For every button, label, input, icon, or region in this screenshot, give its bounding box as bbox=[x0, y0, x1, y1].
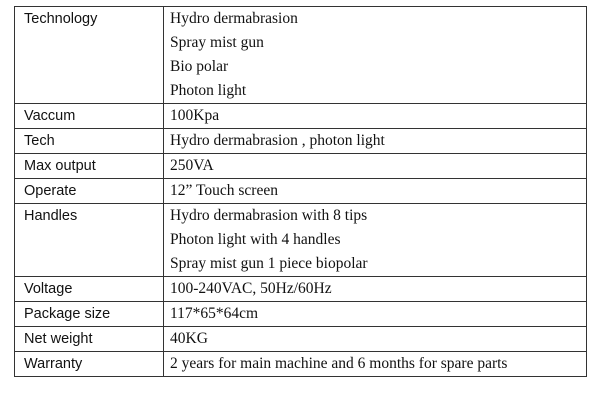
spec-label: Operate bbox=[15, 179, 164, 204]
spec-value-line: Spray mist gun 1 piece biopolar bbox=[170, 255, 368, 272]
spec-row-voltage bbox=[15, 277, 587, 302]
spec-row-max-output bbox=[15, 154, 587, 179]
spec-label: Voltage bbox=[15, 277, 164, 302]
specification-table bbox=[14, 6, 587, 377]
spec-value: 12” Touch screen bbox=[164, 179, 587, 204]
spec-value: Hydro dermabrasion , photon light bbox=[164, 129, 587, 154]
spec-label: Vaccum bbox=[15, 104, 164, 129]
spec-row-tech bbox=[15, 129, 587, 154]
spec-value-line: Hydro dermabrasion bbox=[170, 10, 298, 27]
spec-row-handles bbox=[15, 204, 587, 277]
spec-value-line: Bio polar bbox=[170, 58, 229, 75]
spec-label: Handles bbox=[15, 204, 164, 277]
spec-value: 100-240VAC, 50Hz/60Hz bbox=[164, 277, 587, 302]
spec-row-package-size bbox=[15, 302, 587, 327]
spec-value: 100Kpa bbox=[164, 104, 587, 129]
spec-label: Technology bbox=[15, 7, 164, 104]
spec-row-net-weight bbox=[15, 327, 587, 352]
spec-label: Max output bbox=[15, 154, 164, 179]
spec-value bbox=[164, 7, 587, 104]
spec-row-technology bbox=[15, 7, 587, 104]
spec-label: Net weight bbox=[15, 327, 164, 352]
spec-value bbox=[164, 204, 587, 277]
spec-value: 250VA bbox=[164, 154, 587, 179]
spec-value-line: Photon light bbox=[170, 82, 247, 99]
spec-row-vaccum bbox=[15, 104, 587, 129]
spec-value-line: Photon light with 4 handles bbox=[170, 231, 341, 248]
spec-value: 117*65*64cm bbox=[164, 302, 587, 327]
spec-label: Warranty bbox=[15, 352, 164, 377]
spec-row-operate bbox=[15, 179, 587, 204]
spec-value: 40KG bbox=[164, 327, 587, 352]
spec-row-warranty bbox=[15, 352, 587, 377]
spec-value: 2 years for main machine and 6 months for spare parts bbox=[164, 352, 587, 377]
spec-value-line: Spray mist gun bbox=[170, 34, 264, 51]
spec-label: Package size bbox=[15, 302, 164, 327]
spec-label: Tech bbox=[15, 129, 164, 154]
spec-value-line: Hydro dermabrasion with 8 tips bbox=[170, 207, 368, 224]
